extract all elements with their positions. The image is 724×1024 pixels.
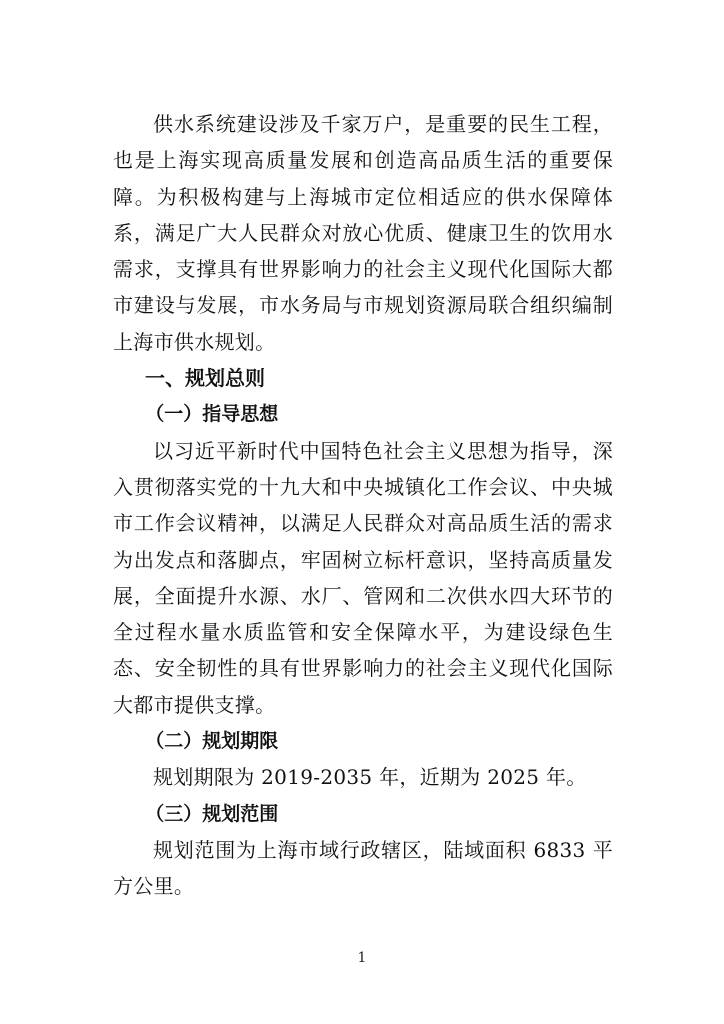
planning-scope-paragraph: 规划范围为上海市域行政辖区，陆域面积 6833 平方公里。 — [113, 837, 613, 899]
subsection-heading-planning-scope: （三）规划范围 — [145, 802, 279, 825]
subsection-heading-planning-period: （二）规划期限 — [145, 730, 279, 753]
intro-paragraph: 供水系统建设涉及千家万户，是重要的民生工程，也是上海实现高质量发展和创造高品质生活的重要保障。为积极构建与上海城市定位相适应的供水保障体系，满足广大人民群众对放心优质、健康卫生的饮用水需求，支撑具有世界影响力的社会主义现代化国际大都市建设与发展，市水务局与市规划资源局联合组织编制上海市供水规划。 — [113, 112, 613, 354]
subsection-heading-guiding-ideology: （一）指导思想 — [145, 403, 279, 426]
document-body — [113, 106, 613, 905]
section-heading-general-principles: 一、规划总则 — [145, 366, 265, 391]
planning-period-paragraph: 规划期限为 2019-2035 年，近期为 2025 年。 — [153, 765, 587, 790]
page-number: 1 — [357, 950, 367, 966]
guiding-ideology-paragraph: 以习近平新时代中国特色社会主义思想为指导，深入贯彻落实党的十九大和中央城镇化工作会议、中央城市工作会议精神，以满足人民群众对高品质生活的需求为出发点和落脚点，牢固树立标杆意识，坚持高质量发展，全面提升水源、水厂、管网和二次供水四大环节的全过程水量水质监管和安全保障水平，为建设绿色生态、安全韧性的具有世界影响力的社会主义现代化国际大都市提供支撑。 — [113, 438, 613, 717]
